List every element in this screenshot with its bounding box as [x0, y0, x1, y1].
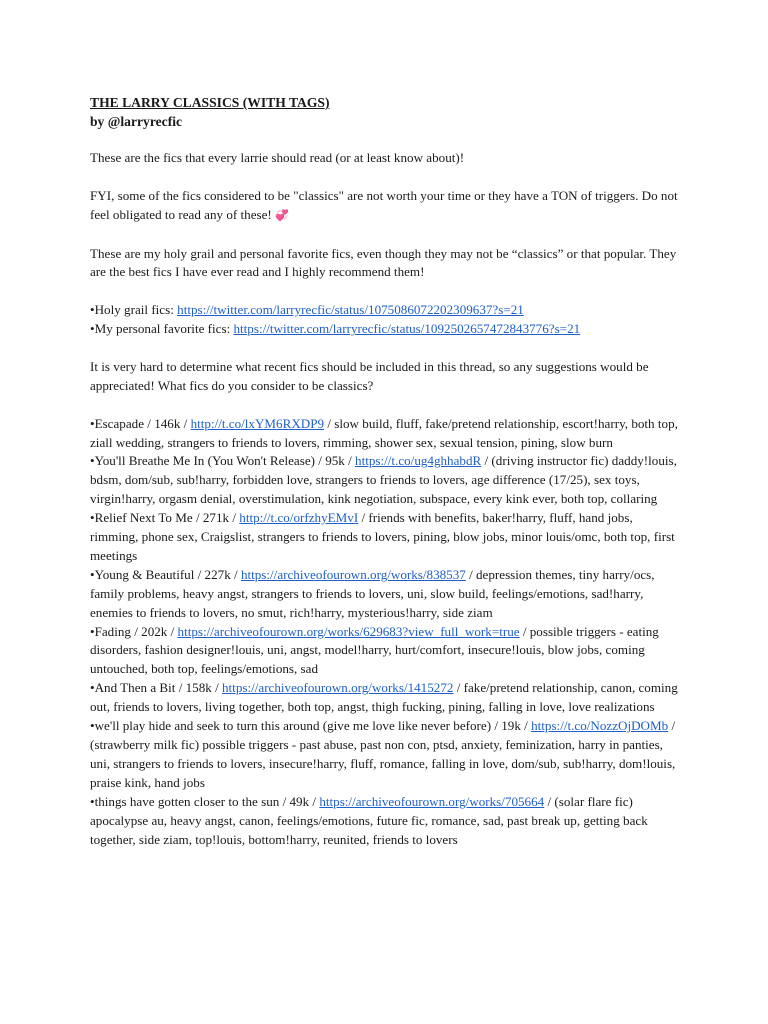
fic-entry	[90, 717, 680, 793]
holy-grail-label: •Holy grail fics:	[90, 302, 178, 318]
fic-entry	[90, 566, 680, 623]
favorite-link[interactable]: https://twitter.com/larryrecfic/status/1092502657472843776?s=21	[233, 321, 581, 337]
fic-tags: / fake/pretend relationship, canon, coming out, friends to lovers, living together, both top, angst, thigh fucking, pining, falling in love, love realizations	[90, 680, 678, 715]
intro-paragraph: These are the fics that every larrie should read (or at least know about)!	[90, 150, 465, 165]
fic-title: •Relief Next To Me / 271k /	[90, 510, 240, 526]
fic-entry	[90, 679, 680, 717]
fic-link[interactable]: https://archiveofourown.org/works/838537	[240, 566, 466, 582]
fic-tags: / possible triggers - eating disorders, fashion designer!louis, uni, angst, model!harry, hurt/comfort, insecure!louis, blow jobs, coming untouched, both top, feelings/emotions, sad	[90, 623, 659, 677]
fic-tags: / (solar flare fic) apocalypse au, heavy angst, canon, feelings/emotions, future fic, romance, sad, past break up, getting back together, side ziam, top!louis, bottom!harry, reunited, friends to lovers	[90, 793, 648, 847]
fic-tags: / (strawberry milk fic) possible triggers - past abuse, past non con, ptsd, anxiety, feminization, harry in panties, uni, strangers to friends to lovers, insecure!harry, fluff, romance, falling in love, dom/sub, sub!harry, dom!louis, praise kink, hand jobs	[90, 718, 676, 790]
fic-tags: / friends with benefits, baker!harry, fluff, hand jobs, rimming, phone sex, Craigslist, strangers to friends to lovers, pining, blow jobs, minor louis/omc, both top, first meetings	[90, 510, 675, 563]
fic-entry	[90, 509, 680, 566]
document-byline: by @larryrecfic	[90, 114, 183, 129]
fic-link[interactable]: https://archiveofourown.org/works/629683?view_full_work=true	[177, 623, 520, 639]
favorite-line	[90, 320, 680, 339]
question-paragraph: It is very hard to determine what recent fics should be included in this thread, so any suggestions would be appreciated! What fics do you consider to be classics?	[90, 358, 649, 393]
fic-title: •Fading / 202k /	[90, 623, 178, 639]
fic-tags: / (driving instructor fic) daddy!louis, bdsm, dom/sub, sub!harry, forbidden love, strangers to friends to lovers, age difference (17/25), sex toys, virgin!harry, orgasm denial, overstimulation, kink negotiation, subspace, every kink ever, both top, collaring	[90, 453, 677, 507]
fic-entry	[90, 415, 680, 453]
fic-entry	[90, 623, 680, 680]
fyi-text: FYI, some of the fics considered to be "classics" are not worth your time or they have a TON of triggers. Do not feel obligated to read any of these!	[90, 187, 678, 222]
fic-link[interactable]: https://archiveofourown.org/works/1415272	[222, 680, 454, 696]
fic-tags: / depression themes, tiny harry/ocs, family problems, heavy angst, strangers to friends to lovers, uni, slow build, feelings/emotions, sad!harry, enemies to friends to lovers, no smut, rich!harry, mysterious!harry, side ziam	[90, 566, 655, 620]
favorite-label: •My personal favorite fics:	[90, 321, 234, 337]
fyi-paragraph	[90, 187, 680, 226]
hearts-icon: 💞	[275, 208, 289, 222]
holy-grail-link[interactable]: https://twitter.com/larryrecfic/status/1075086072202309637?s=21	[177, 302, 524, 318]
fic-title: •Escapade / 146k /	[90, 415, 191, 431]
fic-title: •we'll play hide and seek to turn this around (give me love like never before) / 19k /	[90, 718, 532, 734]
fic-title: •You'll Breathe Me In (You Won't Release) / 95k /	[90, 453, 356, 469]
holy-grail-intro-paragraph: These are my holy grail and personal favorite fics, even though they may not be “classics” or that popular. They are the best fics I have ever read and I highly recommend them!	[90, 245, 677, 280]
fic-entry	[90, 452, 680, 509]
fic-entry	[90, 793, 680, 850]
holy-grail-line	[90, 301, 680, 320]
fic-link[interactable]: https://archiveofourown.org/works/705664	[319, 793, 545, 809]
fic-link[interactable]: http://t.co/lxYM6RXDP9	[190, 415, 325, 431]
fic-title: •things have gotten closer to the sun / 49k /	[90, 793, 320, 809]
fic-link[interactable]: https://t.co/ug4ghhabdR	[355, 453, 482, 469]
fic-tags: / slow build, fluff, fake/pretend relationship, escort!harry, both top, ziall wedding, strangers to friends to lovers, rimming, shower sex, sexual tension, pining, slow burn	[90, 415, 678, 450]
fic-link[interactable]: https://t.co/NozzOjDOMb	[531, 718, 669, 734]
fic-list	[90, 415, 680, 850]
fic-title: •Young & Beautiful / 227k /	[90, 566, 241, 582]
document-body	[90, 93, 680, 849]
fic-title: •And Then a Bit / 158k /	[90, 680, 222, 696]
fic-link[interactable]: http://t.co/orfzhyEMvI	[239, 510, 359, 526]
document-title: THE LARRY CLASSICS (WITH TAGS)	[90, 95, 330, 110]
